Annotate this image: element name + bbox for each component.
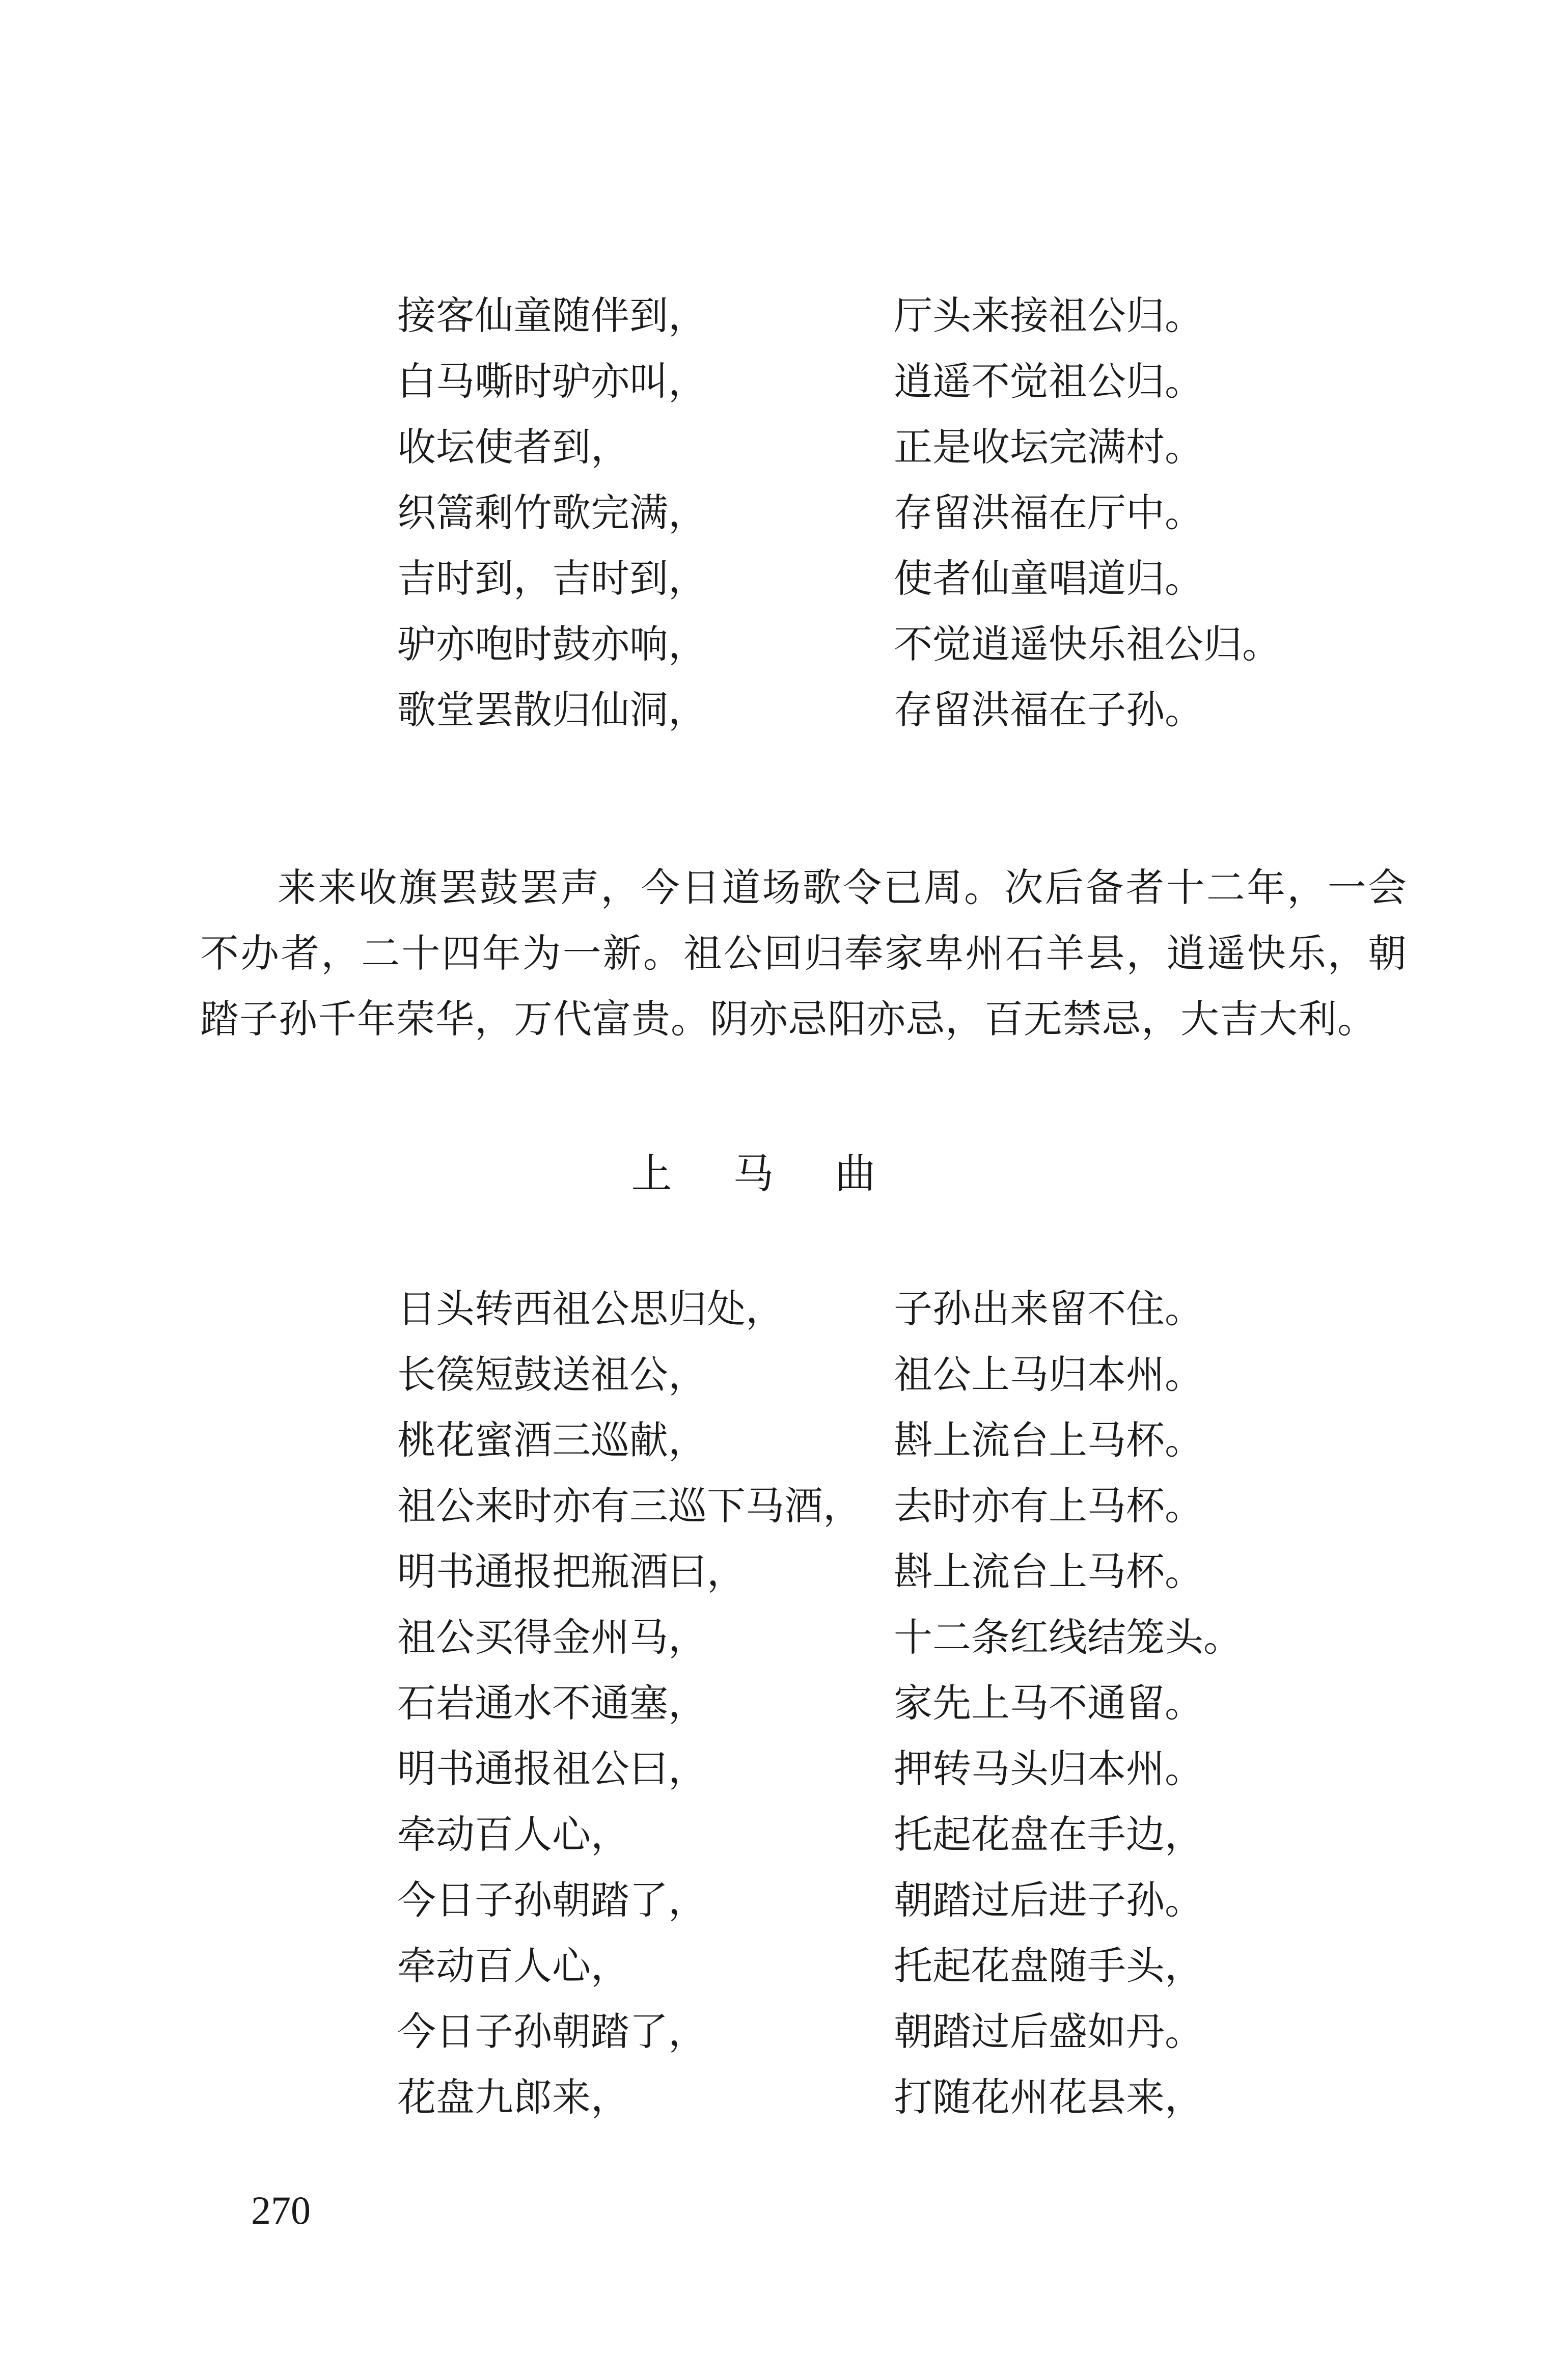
verse-line bbox=[397, 414, 1365, 480]
verse-line bbox=[397, 1736, 1365, 1802]
verse-line bbox=[397, 1276, 1365, 1342]
verse-line bbox=[397, 1999, 1365, 2064]
verse-right: 祖公上马归本州。 bbox=[894, 1352, 1203, 1397]
verse-left: 接客仙童随伴到， bbox=[397, 293, 707, 338]
verse-left: 驴亦咆时鼓亦响， bbox=[397, 621, 707, 667]
verse-right: 逍遥不觉祖公归。 bbox=[894, 359, 1203, 404]
verse-right: 家先上马不通留。 bbox=[894, 1680, 1203, 1726]
verse-left: 日头转西祖公思归处， bbox=[397, 1286, 784, 1331]
verse-line bbox=[397, 545, 1365, 611]
verse-left: 牵动百人心， bbox=[397, 1943, 629, 1988]
verse-line bbox=[397, 1473, 1365, 1539]
section-title: 上马曲 bbox=[631, 1150, 937, 1197]
verse-left: 石岩通水不通塞， bbox=[397, 1680, 707, 1726]
verse-left: 今日子孙朝踏了， bbox=[397, 2009, 707, 2054]
verse-line bbox=[397, 1867, 1365, 1933]
verse-line bbox=[397, 348, 1365, 414]
verse-left: 牵动百人心， bbox=[397, 1812, 629, 1857]
verse-block-top bbox=[397, 283, 1365, 743]
verse-line bbox=[397, 283, 1365, 348]
verse-right: 不觉逍遥快乐祖公归。 bbox=[894, 621, 1281, 667]
verse-right: 存留洪福在子孙。 bbox=[894, 687, 1203, 732]
prose-paragraph: 来来收旗罢鼓罢声，今日道场歌令已周。次后备者十二年，一会不办者，二十四年为一新。祖公回归奉家卑州石羊县，逍遥快乐，朝踏子孙千年荣华，万代富贵。阴亦忌阳亦忌，百无禁忌，大吉大利。 bbox=[200, 865, 1407, 1042]
verse-right: 子孙出来留不住。 bbox=[894, 1286, 1203, 1331]
verse-right: 朝踏过后盛如丹。 bbox=[894, 2009, 1203, 2054]
verse-left: 吉时到，吉时到， bbox=[397, 556, 707, 601]
verse-line bbox=[397, 1670, 1365, 1736]
verse-line bbox=[397, 1539, 1365, 1604]
verse-line bbox=[397, 1342, 1365, 1407]
verse-left: 收坛使者到， bbox=[397, 424, 629, 470]
verse-left: 长篌短鼓送祖公， bbox=[397, 1352, 707, 1397]
verse-right: 斟上流台上马杯。 bbox=[894, 1549, 1203, 1594]
verse-right: 斟上流台上马杯。 bbox=[894, 1417, 1203, 1463]
verse-left: 歌堂罢散归仙洞， bbox=[397, 687, 707, 732]
verse-left: 明书通报祖公曰， bbox=[397, 1746, 707, 1791]
verse-right: 厅头来接祖公归。 bbox=[894, 293, 1203, 338]
verse-left: 今日子孙朝踏了， bbox=[397, 1877, 707, 1923]
verse-left: 祖公买得金州马， bbox=[397, 1615, 707, 1660]
verse-right: 托起花盘在手边， bbox=[894, 1812, 1203, 1857]
verse-line bbox=[397, 1604, 1365, 1670]
verse-right: 朝踏过后进子孙。 bbox=[894, 1877, 1203, 1923]
verse-right: 使者仙童唱道归。 bbox=[894, 556, 1203, 601]
verse-line bbox=[397, 611, 1365, 677]
verse-line bbox=[397, 2064, 1365, 2130]
verse-right: 十二条红线结笼头。 bbox=[894, 1615, 1242, 1660]
verse-line bbox=[397, 480, 1365, 545]
verse-left: 白马嘶时驴亦叫， bbox=[397, 359, 707, 404]
verse-right: 去时亦有上马杯。 bbox=[894, 1483, 1203, 1529]
page-number: 270 bbox=[251, 2188, 311, 2232]
verse-right: 打随花州花县来， bbox=[894, 2075, 1203, 2120]
verse-left: 祖公来时亦有三巡下马酒， bbox=[397, 1483, 862, 1529]
verse-right: 押转马头归本州。 bbox=[894, 1746, 1203, 1791]
verse-left: 花盘九郎来， bbox=[397, 2075, 629, 2120]
verse-line bbox=[397, 1802, 1365, 1867]
verse-line bbox=[397, 1407, 1365, 1473]
verse-left: 桃花蜜酒三巡献， bbox=[397, 1417, 707, 1463]
verse-line bbox=[397, 677, 1365, 743]
verse-right: 托起花盘随手头， bbox=[894, 1943, 1203, 1988]
verse-right: 正是收坛完满村。 bbox=[894, 424, 1203, 470]
verse-line bbox=[397, 1933, 1365, 1999]
verse-left: 明书通报把瓶酒曰， bbox=[397, 1549, 746, 1594]
verse-left: 织篙剩竹歌完满， bbox=[397, 490, 707, 535]
verse-block-bottom bbox=[397, 1276, 1365, 2130]
verse-right: 存留洪福在厅中。 bbox=[894, 490, 1203, 535]
